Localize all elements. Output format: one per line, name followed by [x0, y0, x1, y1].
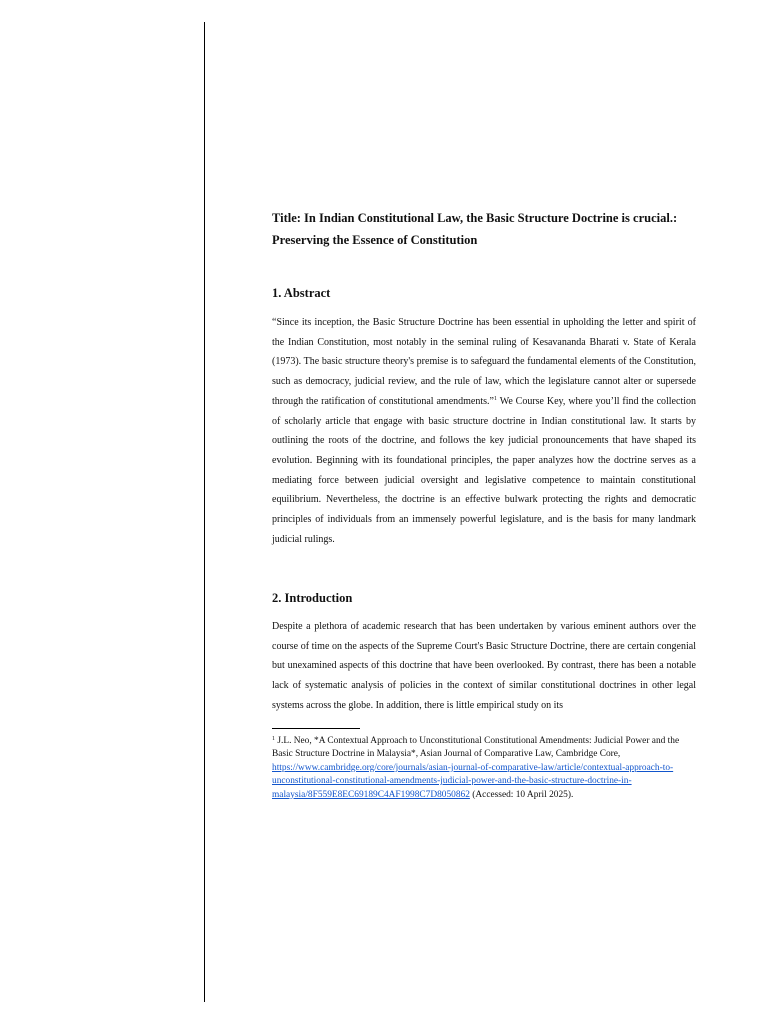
- footnote-citation: J.L. Neo, *A Contextual Approach to Unconstitutional Constitutional Amendments: Judicial Power and the Basic Structure Doctrine in Malaysia*, Asian Journal of Comparative Law, Cambridge Core,: [272, 736, 680, 760]
- document-title: Title: In Indian Constitutional Law, the Basic Structure Doctrine is crucial.: Preserving the Essence of Constitution: [272, 211, 678, 247]
- abstract-paragraph: [272, 313, 696, 549]
- footnote-separator: [272, 728, 360, 729]
- abstract-text-end: We Course Key, where you’ll find the collection of scholarly article that engage with basic structure doctrine in Indian constitutional law. It starts by outlining the roots of the doctrine, and follows the key judicial pronouncements that have shaped its evolution. Beginning with its foundational principles, the paper analyzes how the doctrine serves as a mediating force between judicial oversight and legislative competence to maintain constitutional equilibrium. Nevertheless, the doctrine is an effective bulwark protecting the rights and democratic principles of individuals from an immensely powerful legislature, and is the basis for many landmark judicial rulings.: [272, 395, 696, 545]
- abstract-text-start: “Since its inception, the Basic Structure Doctrine has been essential in upholding the letter and spirit of the Indian Constitution, most notably in the seminal ruling of Kesavananda Bharati v. State of Kerala (1973). The basic structure theory's premise is to safeguard the fundamental elements of the Constitution, such as democracy, judicial review, and the rule of law, which the legislature cannot alter or supersede through the ratification of constitutional amendments.”: [272, 317, 696, 407]
- introduction-heading: 2. Introduction: [272, 591, 353, 605]
- footnote-link[interactable]: https://www.cambridge.org/core/journals/asian-journal-of-comparative-law/article/contextual-approach-to-unconstitutional-constitutional-amendments-judicial-power-and-the-basic-structure-doctrine-in-malaysia/8F559E8EC69189C4AF1998C7D8050862: [272, 762, 674, 800]
- abstract-heading: 1. Abstract: [272, 286, 331, 300]
- footnote-accessed: (Accessed: 10 April 2025).: [469, 789, 574, 800]
- footnote-number: 1: [272, 736, 275, 742]
- introduction-paragraph: Despite a plethora of academic research that has been undertaken by various eminent authors over the course of time on the aspects of the Supreme Court's Basic Structure Doctrine, there are certain congenial but unexamined aspects of this doctrine that have been overlooked. By contrast, there has been a notable lack of systematic analysis of policies in the context of similar constitutional doctrines in other legal systems across the globe. In addition, there is little empirical study on its: [272, 621, 696, 711]
- footnote-reference[interactable]: 1: [493, 395, 497, 402]
- page-margin-line: [204, 22, 205, 1002]
- footnote: [272, 735, 696, 802]
